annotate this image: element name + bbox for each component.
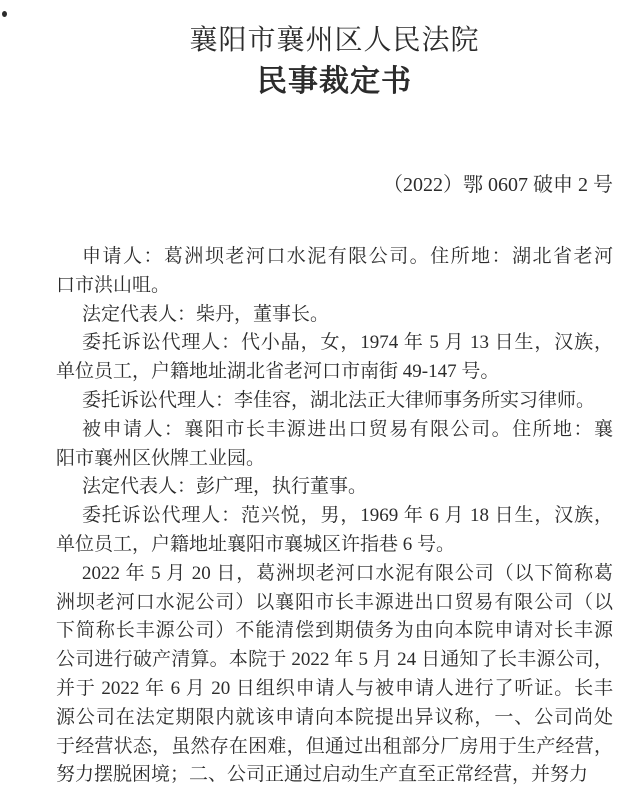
text-line: 单位员工，户籍地址襄阳市襄城区许指巷 6 号。 (56, 533, 456, 555)
case-number: （2022）鄂 0607 破申 2 号 (383, 174, 613, 196)
paragraph (56, 329, 613, 387)
paragraph (56, 416, 613, 474)
text-line: 委托诉讼代理人：范兴悦，男，1969 年 6 月 18 日生，汉族， (82, 505, 613, 527)
paragraph (56, 560, 613, 790)
text-line: 公司进行破产清算。本院于 2022 年 5 月 24 日通知了长丰源公司， (56, 649, 613, 671)
text-line: 2022 年 5 月 20 日，葛洲坝老河口水泥有限公司（以下简称葛 (82, 562, 613, 584)
court-name-title: 襄阳市襄州区人民法院 (189, 25, 480, 56)
text-line: 努力摆脱困境；二、公司正通过启动生产直至正常经营，并努力 (56, 764, 589, 786)
paragraph (56, 243, 613, 301)
paragraph (56, 387, 613, 416)
text-line: 源公司在法定期限内就该申请向本院提出异议称，一、公司尚处 (56, 706, 613, 728)
text-line: 法定代表人：彭广理，执行董事。 (82, 476, 368, 498)
scan-artifact-speck (2, 11, 7, 17)
text-line: 委托诉讼代理人：代小晶，女，1974 年 5 月 13 日生，汉族， (82, 332, 613, 354)
text-line: 单位员工，户籍地址湖北省老河口市南街 49-147 号。 (56, 361, 500, 383)
text-line: 口市洪山咀。 (56, 274, 171, 296)
text-line: 下简称长丰源公司）不能清偿到期债务为由向本院申请对长丰源 (56, 620, 613, 642)
text-line: 申请人：葛洲坝老河口水泥有限公司。住所地：湖北省老河 (82, 246, 613, 267)
text-line: 阳市襄州区伙牌工业园。 (56, 447, 266, 469)
text-line: 洲坝老河口水泥公司）以襄阳市长丰源进出口贸易有限公司（以 (56, 591, 613, 613)
text-line: 于经营状态，虽然存在困难，但通过出租部分厂房用于生产经营， (56, 735, 613, 757)
text-line: 被申请人：襄阳市长丰源进出口贸易有限公司。住所地：襄 (82, 418, 613, 440)
paragraph (56, 502, 613, 560)
text-line: 法定代表人：柴丹，董事长。 (82, 303, 330, 325)
document-body (56, 243, 613, 790)
paragraph (56, 473, 613, 502)
paragraph (56, 301, 613, 330)
text-line: 委托诉讼代理人：李佳容，湖北法正大律师事务所实习律师。 (82, 389, 596, 411)
text-line: 并于 2022 年 6 月 20 日组织申请人与被申请人进行了听证。长丰 (56, 677, 613, 699)
document-type-title: 民事裁定书 (257, 65, 412, 98)
